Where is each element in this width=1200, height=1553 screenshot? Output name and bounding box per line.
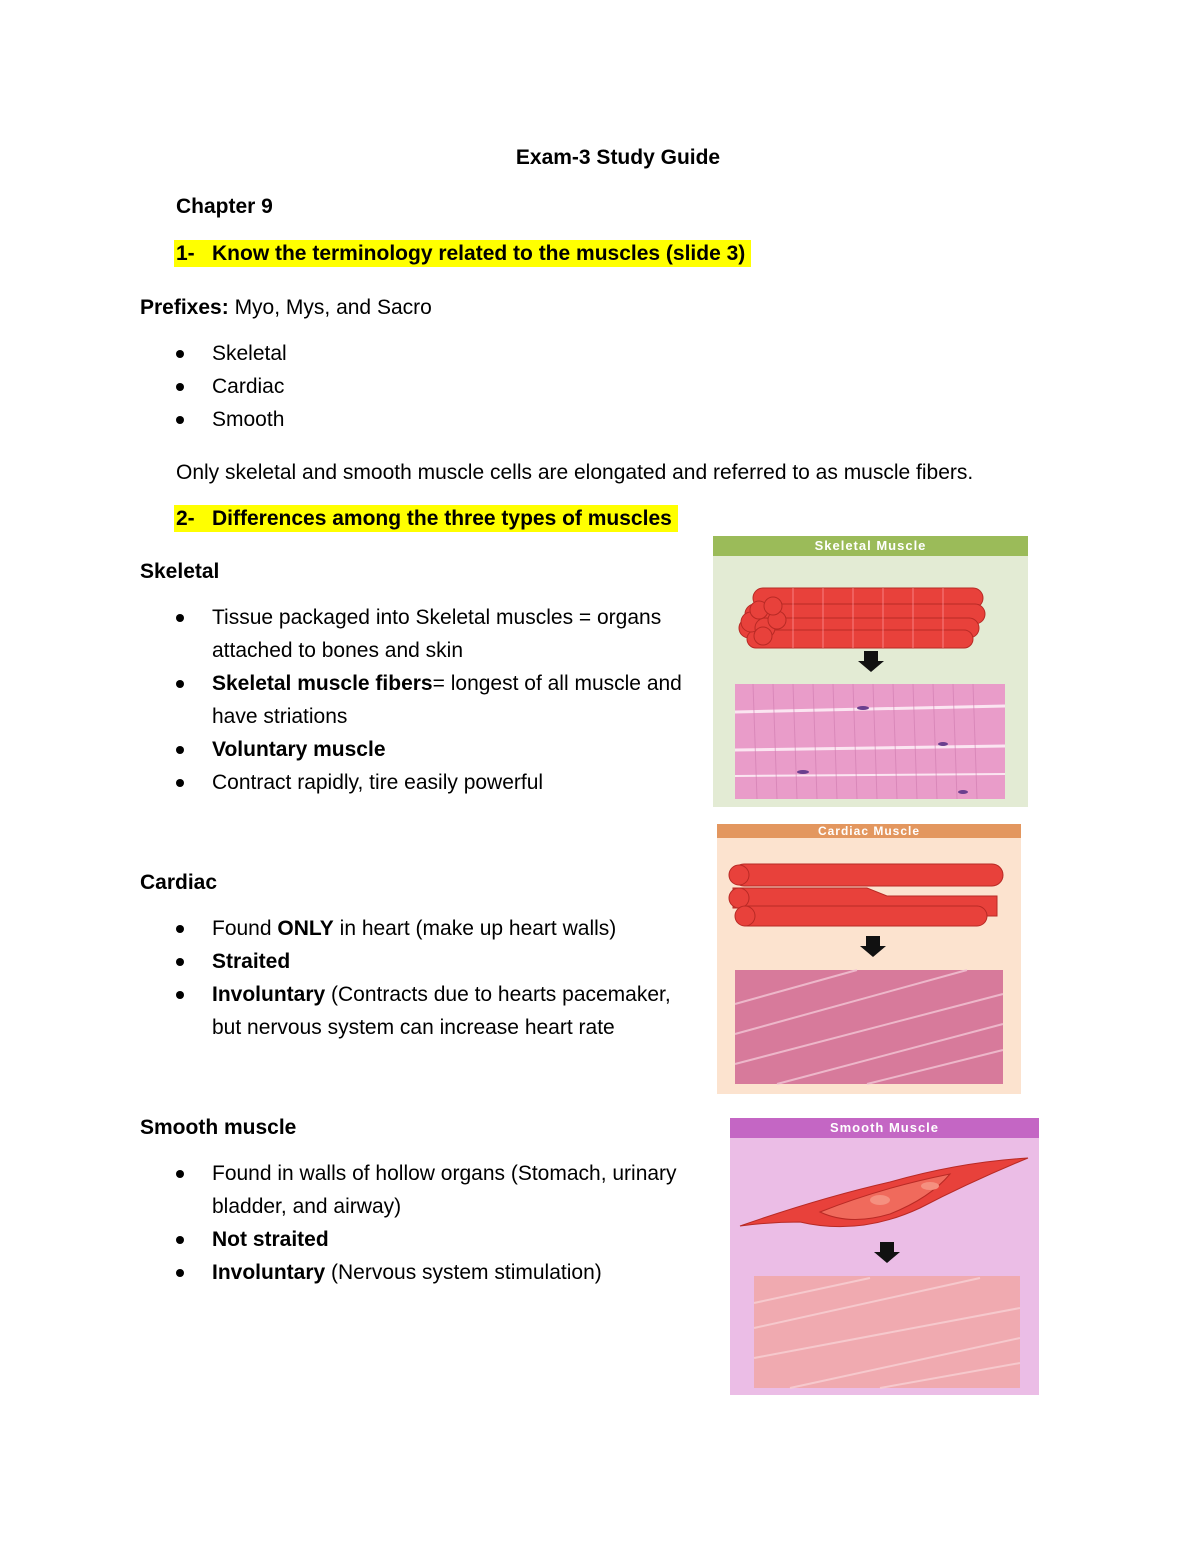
down-arrow-icon <box>858 651 884 672</box>
skeletal-muscle-figure <box>713 536 1028 807</box>
skeletal-b4: Contract rapidly, tire easily powerful <box>212 771 544 794</box>
cardiac-b3-line2: but nervous system can increase heart rate <box>212 1016 615 1039</box>
question-1-highlight <box>174 240 751 267</box>
skeletal-list <box>176 601 682 799</box>
cardiac-fibers <box>729 864 1003 926</box>
list-item <box>176 978 671 1044</box>
list-item: Cardiac <box>176 370 287 403</box>
skeletal-b1-line1: Tissue packaged into Skeletal muscles = organs <box>212 606 662 629</box>
smooth-b1-line2: bladder, and airway) <box>212 1195 402 1218</box>
list-item: Skeletal <box>176 337 287 370</box>
list-item <box>176 1157 677 1223</box>
list-item <box>176 1223 677 1256</box>
list-item <box>176 733 682 766</box>
cardiac-b3-bold: Involuntary <box>212 983 326 1006</box>
smooth-muscle-figure <box>730 1118 1039 1395</box>
cardiac-b1-pre: Found <box>212 917 278 940</box>
smooth-list <box>176 1157 677 1289</box>
skeletal-figure-label: Skeletal Muscle <box>713 536 1028 556</box>
fibers-note: Only skeletal and smooth muscle cells are elongated and referred to as muscle fibers. <box>176 461 974 484</box>
skeletal-b2-bold: Skeletal muscle fibers <box>212 672 433 695</box>
question-1-text: Know the terminology related to the muscles (slide 3) <box>212 242 746 265</box>
question-2 <box>174 507 678 531</box>
smooth-tissue-micrograph <box>754 1276 1020 1388</box>
skeletal-b1-line2: attached to bones and skin <box>212 639 464 662</box>
question-2-highlight <box>174 505 678 532</box>
question-1 <box>174 242 751 266</box>
chapter-heading: Chapter 9 <box>176 195 273 218</box>
cardiac-tissue-micrograph <box>735 970 1003 1084</box>
skeletal-tissue-micrograph <box>735 684 1005 799</box>
list-item <box>176 601 682 667</box>
cardiac-muscle-figure <box>717 824 1021 1094</box>
cardiac-heading: Cardiac <box>140 871 218 894</box>
list-item <box>176 1256 677 1289</box>
cardiac-b3-rest: (Contracts due to hearts pacemaker, <box>325 983 671 1006</box>
smooth-b2: Not straited <box>212 1228 329 1251</box>
skeletal-heading: Skeletal <box>140 560 220 583</box>
cardiac-figure-label: Cardiac Muscle <box>717 824 1021 838</box>
cardiac-b1-bold: ONLY <box>277 917 334 940</box>
smooth-fiber-illustration <box>730 1118 1039 1395</box>
question-1-number: 1- <box>176 242 195 265</box>
muscle-types-list <box>176 337 287 436</box>
cardiac-b1-post: in heart (make up heart walls) <box>333 917 617 940</box>
smooth-b3-bold: Involuntary <box>212 1261 326 1284</box>
list-item <box>176 912 671 945</box>
skeletal-b3: Voluntary muscle <box>212 738 386 761</box>
smooth-b3-rest: (Nervous system stimulation) <box>325 1261 602 1284</box>
skeletal-b2-rest: = longest of all muscle and <box>432 672 682 695</box>
down-arrow-icon <box>860 936 886 957</box>
smooth-heading: Smooth muscle <box>140 1116 297 1139</box>
question-2-text: Differences among the three types of muscles <box>212 507 672 530</box>
list-item <box>176 945 671 978</box>
smooth-b1-line1: Found in walls of hollow organs (Stomach, urinary <box>212 1162 677 1185</box>
smooth-figure-label: Smooth Muscle <box>730 1118 1039 1138</box>
cardiac-fiber-illustration <box>717 824 1021 1094</box>
skeletal-b2-line2: have striations <box>212 705 348 728</box>
smooth-muscle-cells <box>740 1158 1028 1227</box>
fiber-bundle <box>739 588 985 648</box>
list-item: Smooth <box>176 403 287 436</box>
skeletal-fiber-illustration <box>713 536 1028 807</box>
cardiac-list <box>176 912 671 1044</box>
prefixes-line <box>140 296 432 320</box>
list-item <box>176 766 682 799</box>
down-arrow-icon <box>874 1242 900 1263</box>
prefixes-label: Prefixes: <box>140 296 229 319</box>
cardiac-b2: Straited <box>212 950 291 973</box>
prefixes-text: Myo, Mys, and Sacro <box>234 296 432 319</box>
list-item <box>176 667 682 733</box>
question-2-number: 2- <box>176 507 195 530</box>
document-title: Exam-3 Study Guide <box>515 146 721 169</box>
